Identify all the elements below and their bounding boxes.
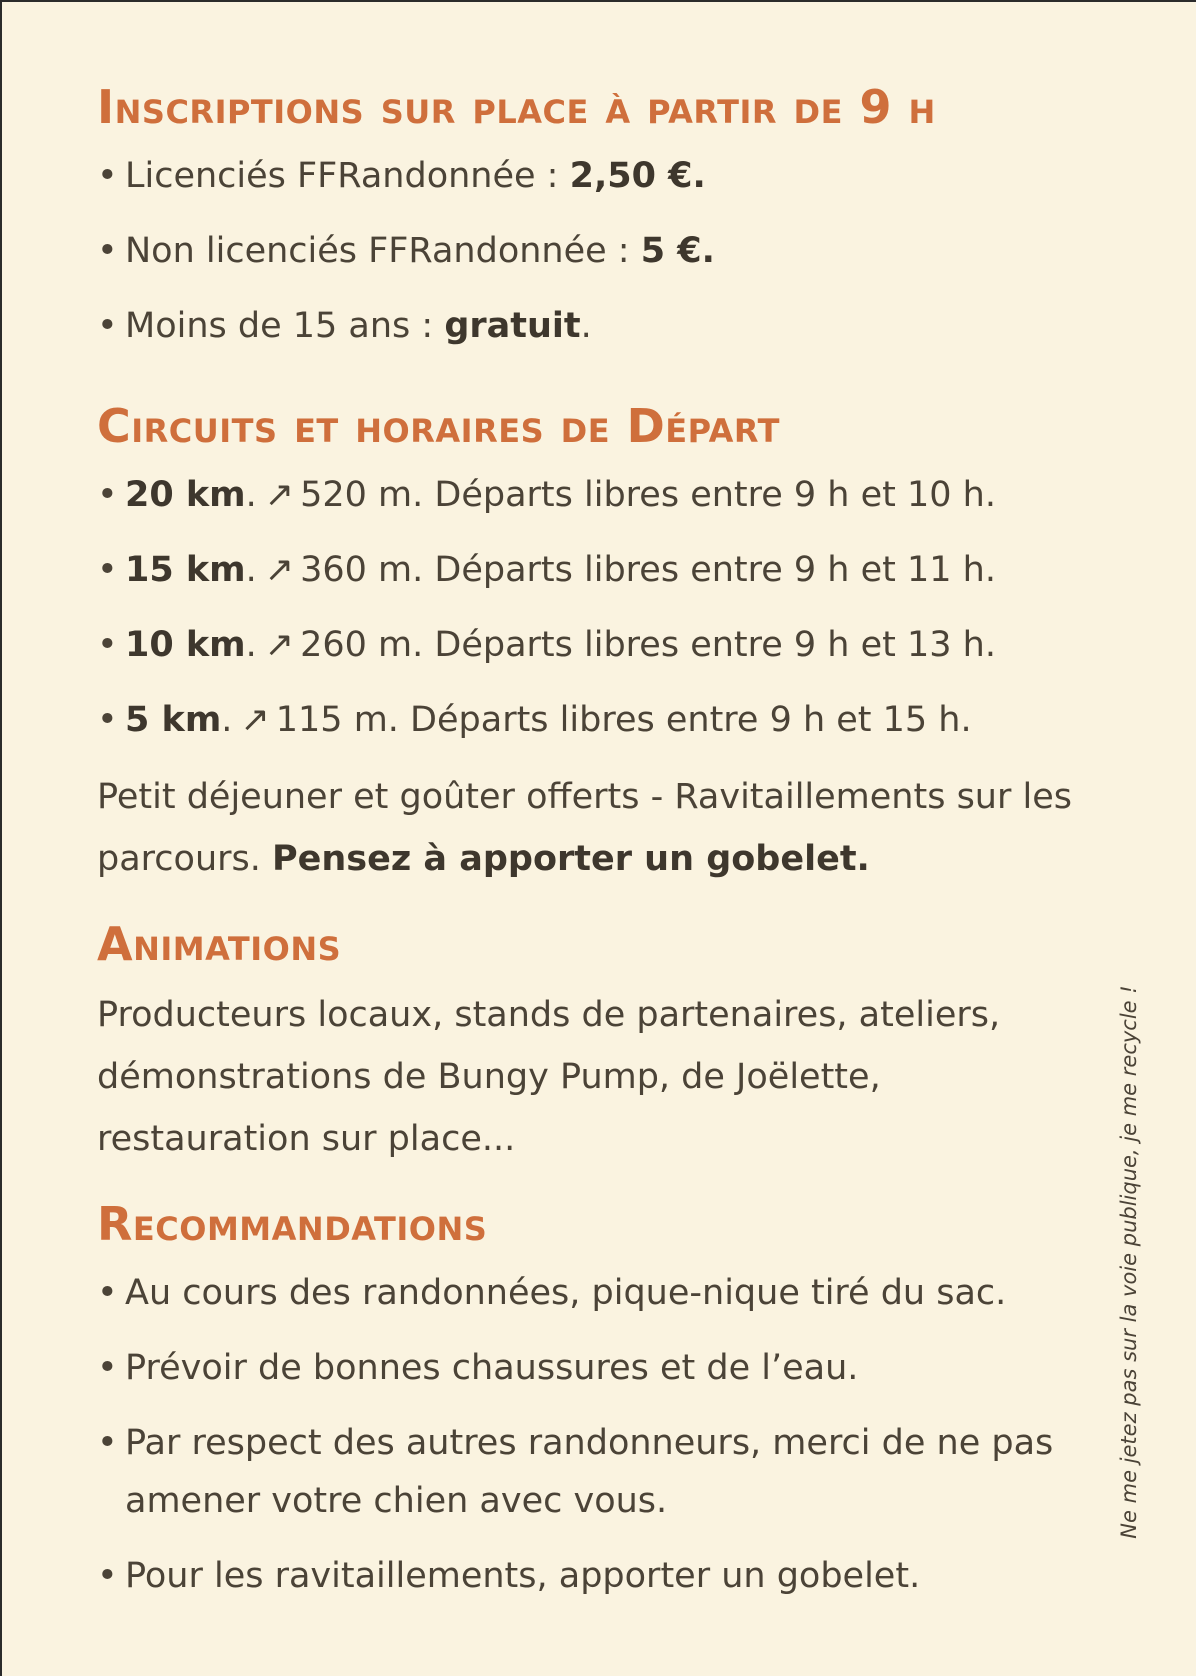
list-item: • Prévoir de bonnes chaussures et de l’eau.	[97, 1339, 1077, 1397]
list-item: • 15 km. ↗ 360 m. Départs libres entre 9 h et 11 h.	[97, 541, 1077, 599]
list-item: • Non licenciés FFRandonnée : 5 €.	[97, 222, 1077, 280]
elevation-arrow-icon: ↗	[240, 700, 270, 740]
animations-text: Producteurs locaux, stands de partenaires, ateliers, démonstrations de Bungy Pump, de Joëlette, restauration sur place...	[97, 995, 1001, 1159]
list-item: • Licenciés FFRandonnée : 2,50 €.	[97, 147, 1077, 205]
list-inscriptions	[97, 147, 1077, 355]
heading-recommandations: Recommandations	[97, 1197, 488, 1251]
list-item: • Moins de 15 ans : gratuit.	[97, 297, 1077, 355]
list-item: • Pour les ravitaillements, apporter un gobelet.	[97, 1547, 1077, 1605]
elevation-arrow-icon: ↗	[264, 475, 295, 515]
heading-inscriptions: Inscriptions sur place à partir de 9 h	[97, 80, 936, 134]
list-item: • 5 km. ↗ 115 m. Départs libres entre 9 h et 15 h.	[97, 691, 1077, 749]
list-item: • Au cours des randonnées, pique-nique tiré du sac.	[97, 1264, 1077, 1322]
list-circuits	[97, 466, 1077, 749]
list-recommandations	[97, 1264, 1077, 1605]
elevation-arrow-icon: ↗	[264, 550, 295, 590]
elevation-arrow-icon: ↗	[264, 625, 295, 665]
recycle-note: Ne me jetez pas sur la voie publique, je me recycle !	[1117, 985, 1141, 1539]
flyer-content	[97, 77, 1077, 1622]
heading-animations: Animations	[97, 917, 342, 971]
list-item: • Par respect des autres randonneurs, merci de ne pas amener votre chien avec vous.	[97, 1414, 1077, 1530]
list-item: • 20 km. ↗ 520 m. Départs libres entre 9 h et 10 h.	[97, 466, 1077, 524]
list-item: • 10 km. ↗ 260 m. Départs libres entre 9 h et 13 h.	[97, 616, 1077, 674]
heading-circuits: Circuits et horaires de Départ	[97, 399, 780, 453]
circuits-note: Petit déjeuner et goûter offerts - Ravitaillements sur les parcours. Pensez à apporter un gobelet.	[97, 777, 1072, 879]
